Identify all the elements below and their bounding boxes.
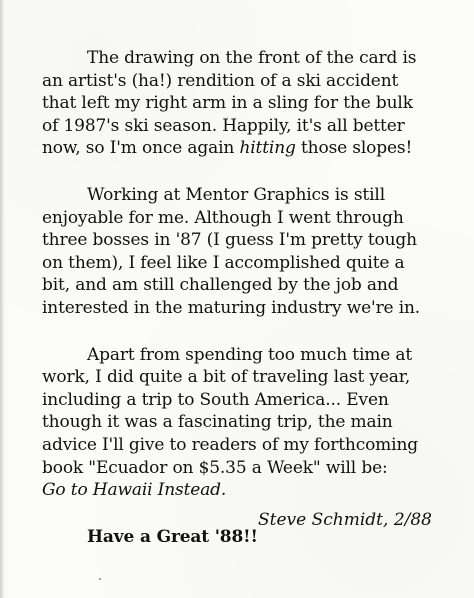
paragraph3-line3: including a trip to South America... Even (42, 389, 389, 410)
paragraph3-line1: Apart from spending too much time at (87, 344, 413, 365)
paragraph3-line7 (42, 479, 472, 502)
signature: Steve Schmidt, 2/88 (258, 510, 432, 530)
paragraph1-line3: that left my right arm in a sling for the bulk (42, 93, 413, 114)
hawaii-advice: Go to Hawaii Instead. (42, 480, 227, 501)
paragraph3-line6: book "Ecuador on $5.35 a Week" will be: (42, 457, 388, 478)
paragraph1-emphasis-hitting: hitting (239, 138, 296, 159)
paragraph-ski-accident (42, 47, 472, 160)
paragraph1-line1: The drawing on the front of the card is (87, 48, 417, 68)
paragraph3-line2: work, I did quite a bit of traveling last year, (42, 367, 411, 388)
paragraph2-line5: bit, and am still challenged by the job and (42, 275, 399, 296)
paragraph2-line4: on them), I feel like I accomplished quite a (42, 252, 405, 273)
paragraph2-line6: interested in the maturing industry we're in. (42, 297, 421, 318)
paragraph2-line2: enjoyable for me. Although I went through (42, 207, 404, 228)
paragraph-travel (42, 344, 472, 502)
paragraph1-line2: an artist's (ha!) rendition of a ski accident (42, 70, 399, 91)
paragraph1-line5-start: now, so I'm once again (42, 138, 240, 159)
page-left-edge-shadow (0, 0, 5, 598)
paragraph3-line4: though it was a fascinating trip, the main (42, 412, 393, 433)
paragraph3-line5: advice I'll give to readers of my forthcoming (42, 434, 418, 455)
paragraph1-line4: of 1987's ski season. Happily, it's all better (42, 115, 405, 136)
letter-body (42, 47, 472, 548)
paragraph-mentor-graphics (42, 184, 472, 320)
paragraph2-line3: three bosses in '87 (I guess I'm pretty tough (42, 230, 417, 251)
closing-greeting: Have a Great '88!! (87, 526, 258, 547)
paragraph1-line5-end: those slopes! (295, 138, 413, 159)
paper-speck (99, 578, 101, 580)
paragraph2-line1: Working at Mentor Graphics is still (87, 184, 385, 205)
paragraph1-line5 (42, 137, 472, 160)
